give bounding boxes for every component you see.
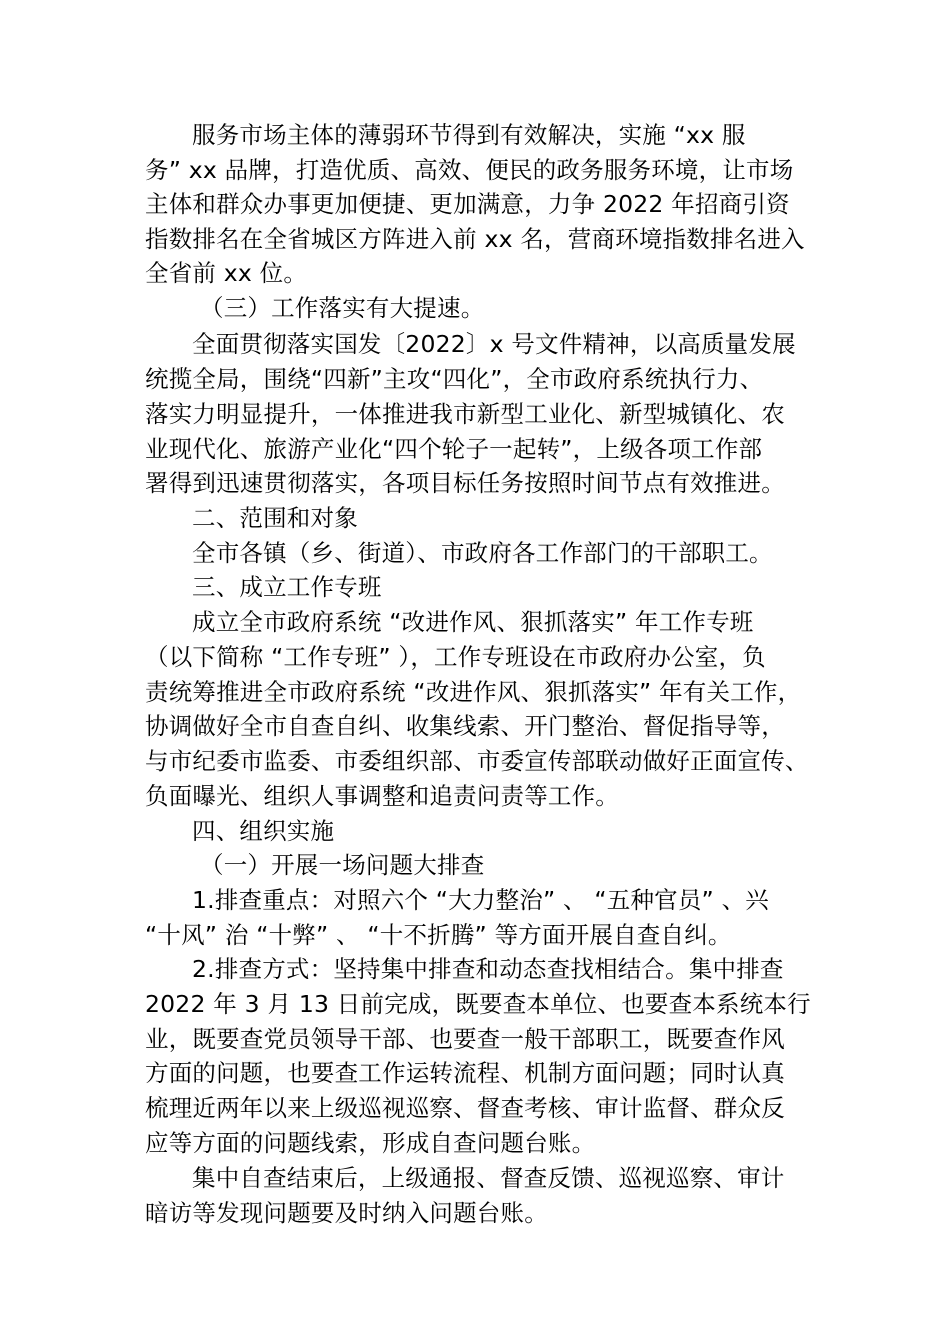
paragraph-line: 业现代化、旅游产业化“四个轮子一起转”，上级各项工作部 (145, 435, 763, 463)
paragraph-line: 成立全市政府系统 “改进作风、狠抓落实” 年工作专班 (192, 608, 754, 636)
section-heading: （三）工作落实有大提速。 (200, 294, 485, 322)
paragraph-line: 与市纪委市监委、市委组织部、市委宣传部联动做好正面宣传、 (145, 747, 809, 775)
paragraph-line: 责统筹推进全市政府系统 “改进作风、狠抓落实” 年有关工作， (145, 678, 802, 706)
paragraph-line: 统揽全局，围绕“四新”主攻“四化”，全市政府系统执行力、 (145, 365, 764, 393)
paragraph-line: 负面曝光、组织人事调整和追责问责等工作。 (145, 782, 619, 810)
paragraph-line: 主体和群众办事更加便捷、更加满意，力争 2022 年招商引资 (145, 190, 790, 218)
paragraph-line: 协调做好全市自查自纠、收集线索、开门整治、督促指导等， (145, 712, 785, 740)
paragraph-line: 暗访等发现问题要及时纳入问题台账。 (145, 1199, 548, 1227)
paragraph-line: “十风” 治 “十弊” 、 “十不折腾” 等方面开展自查自纠。 (145, 921, 732, 949)
paragraph-line: （以下简称 “工作专班” ），工作专班设在市政府办公室，负 (145, 643, 766, 671)
paragraph-line: 1.排查重点：对照六个 “大力整治” 、 “五种官员” 、兴 (192, 886, 769, 914)
section-heading: 四、组织实施 (192, 817, 335, 845)
section-heading: （一）开展一场问题大排查 (200, 851, 485, 879)
paragraph-line: 服务市场主体的薄弱环节得到有效解决，实施 “xx 服 (192, 121, 746, 149)
paragraph-line: 2022 年 3 月 13 日前完成，既要查本单位、也要查本系统本行 (145, 990, 811, 1018)
paragraph-line: 指数排名在全省城区方阵进入前 xx 名，营商环境指数排名进入 (145, 225, 805, 253)
paragraph-line: 署得到迅速贯彻落实，各项目标任务按照时间节点有效推进。 (145, 469, 785, 497)
paragraph-line: 务” xx 品牌，打造优质、高效、便民的政务服务环境，让市场 (145, 156, 794, 184)
paragraph-line: 方面的问题，也要查工作运转流程、机制方面问题；同时认真 (145, 1059, 785, 1087)
paragraph-line: 2.排查方式：坚持集中排查和动态查找相结合。集中排查 (192, 955, 784, 983)
paragraph-line: 应等方面的问题线索，形成自查问题台账。 (145, 1129, 596, 1157)
paragraph-line: 集中自查结束后，上级通报、督查反馈、巡视巡察、审计 (192, 1164, 785, 1192)
paragraph-line: 落实力明显提升，一体推进我市新型工业化、新型城镇化、农 (145, 400, 785, 428)
paragraph-line: 业，既要查党员领导干部、也要查一般干部职工，既要查作风 (145, 1025, 785, 1053)
section-heading: 三、成立工作专班 (192, 573, 382, 601)
paragraph-line: 全面贯彻落实国发〔2022〕x 号文件精神，以高质量发展 (192, 330, 796, 358)
paragraph-line: 全省前 xx 位。 (145, 259, 308, 287)
paragraph-line: 全市各镇（乡、街道）、市政府各工作部门的干部职工。 (192, 539, 773, 567)
paragraph-line: 梳理近两年以来上级巡视巡察、督查考核、审计监督、群众反 (145, 1094, 785, 1122)
section-heading: 二、范围和对象 (192, 504, 358, 532)
